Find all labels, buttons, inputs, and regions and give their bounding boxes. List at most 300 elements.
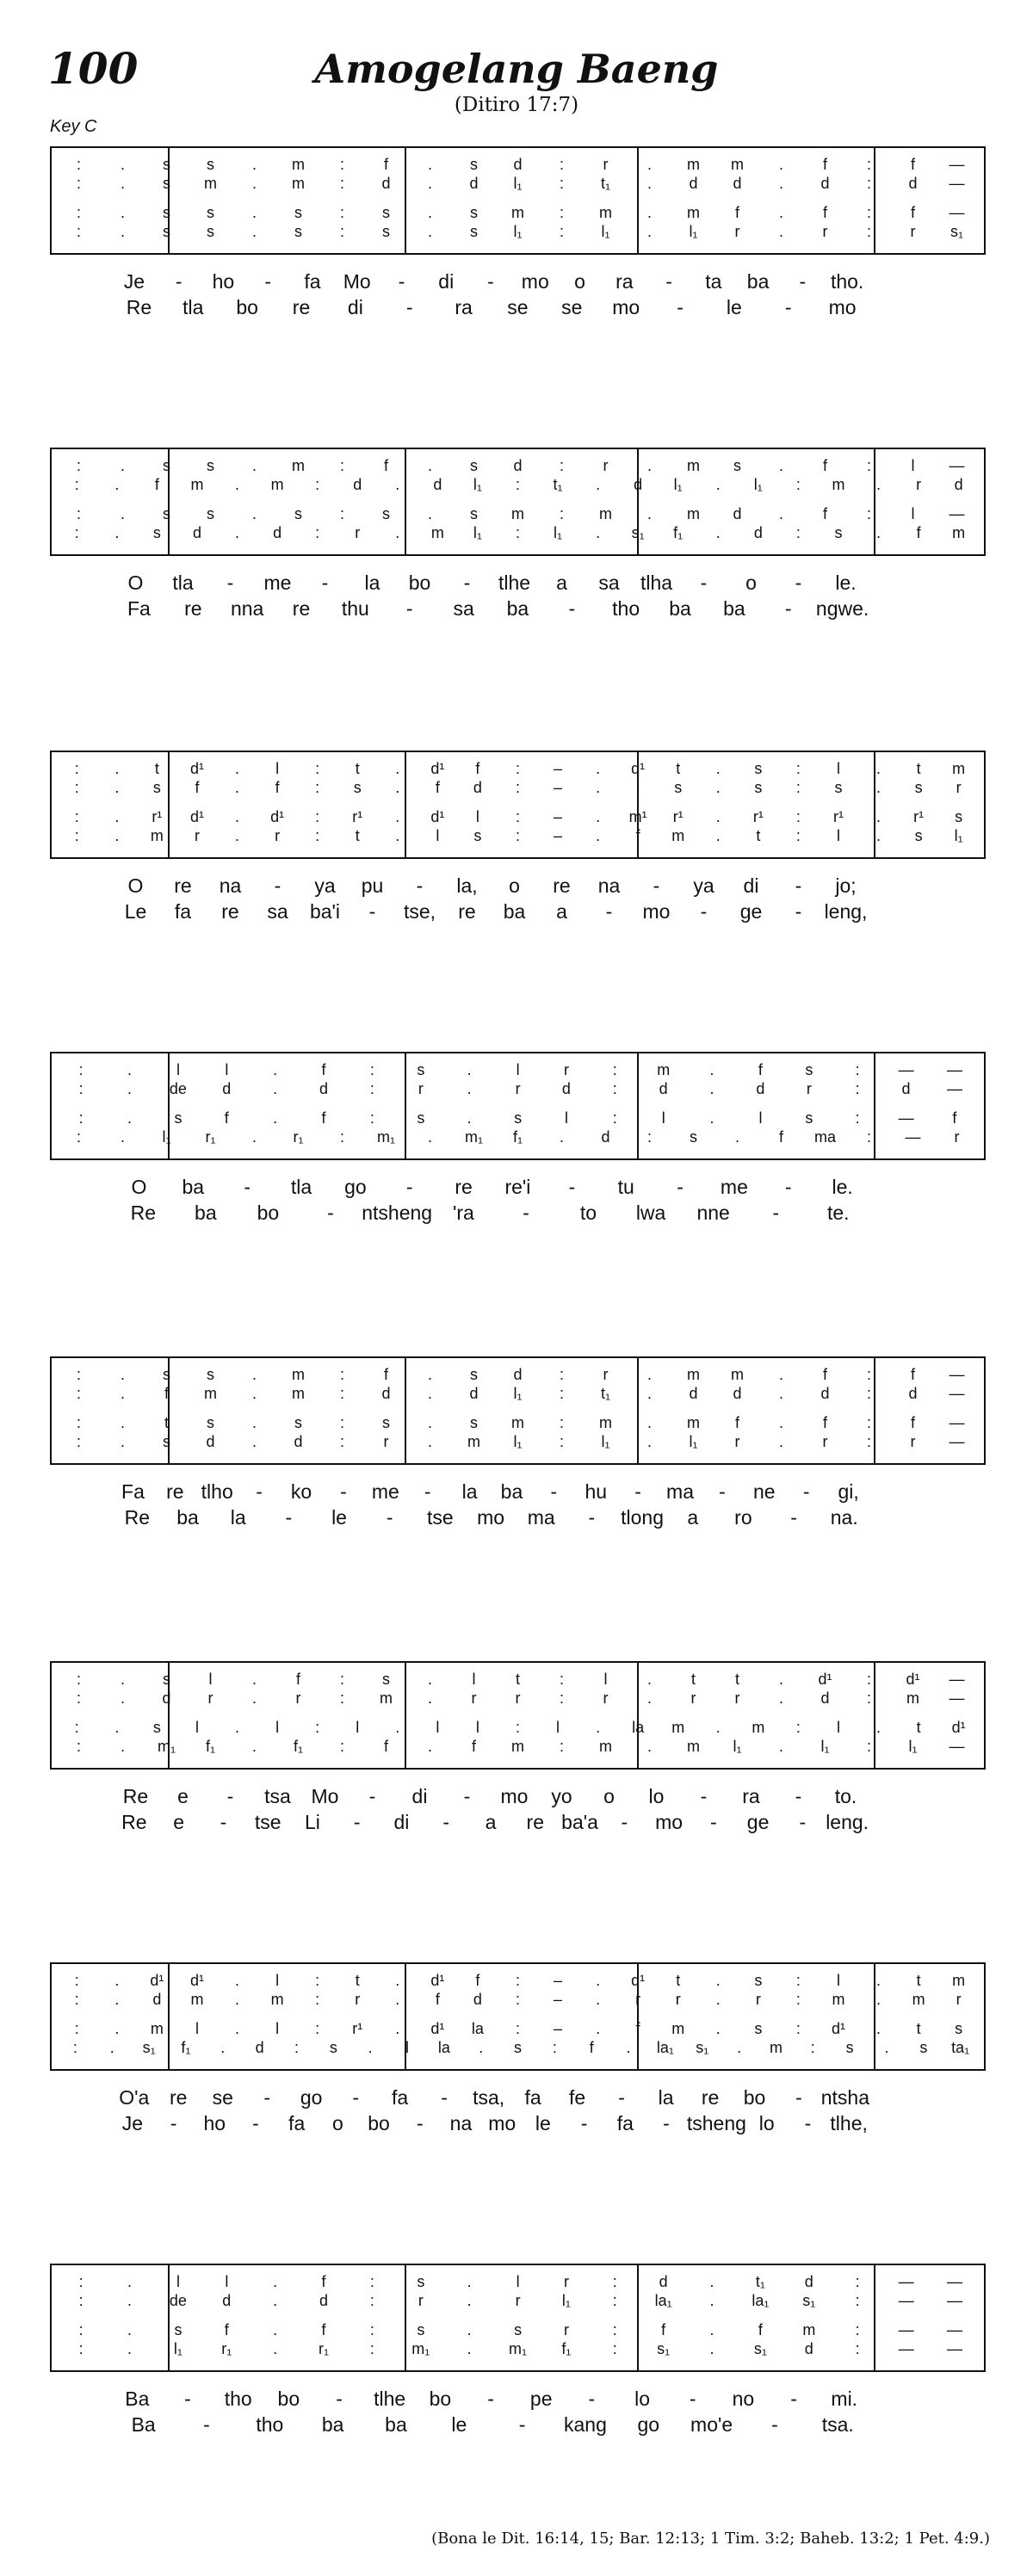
lyric-syllable: bo <box>429 2388 452 2410</box>
lyric-syllable: ba <box>500 1480 523 1503</box>
lyric-syllable: - <box>772 1202 780 1224</box>
solfa-note: . <box>467 2292 472 2309</box>
lyric-line <box>112 2085 869 2110</box>
solfa-note: d <box>901 1080 911 1097</box>
solfa-note: s <box>955 808 963 825</box>
solfa-note: : <box>515 1991 520 2008</box>
solfa-note: d <box>513 457 523 474</box>
solfa-note: . <box>596 808 601 825</box>
solfa-note: — <box>949 1414 965 1431</box>
solfa-note: . <box>737 2039 742 2056</box>
solfa-note: : <box>559 457 564 474</box>
lyric-syllable: re <box>292 296 311 318</box>
solfa-note: l <box>275 1719 280 1736</box>
solfa-note: . <box>120 457 125 474</box>
solfa-note: : <box>339 1433 344 1450</box>
solfa-note: : <box>559 1414 564 1431</box>
solfa-note: f <box>321 1109 326 1127</box>
lyric-syllable: - <box>719 1480 726 1503</box>
lyric-syllable: tsa <box>264 1785 291 1807</box>
lyric-syllable: nne <box>696 1202 730 1224</box>
lyric-syllable: ge <box>739 900 763 923</box>
solfa-note: s <box>754 779 763 796</box>
solfa-note: f <box>471 1738 476 1755</box>
solfa-note: . <box>427 505 432 522</box>
solfa-note: : <box>855 2292 860 2309</box>
lyric-syllable: - <box>710 1811 717 1833</box>
solfa-part-line <box>57 1413 979 1432</box>
solfa-note: s <box>382 204 390 221</box>
solfa-note: . <box>715 760 721 777</box>
lyric-syllable: ma <box>527 1506 555 1529</box>
solfa-note: r <box>207 1690 213 1707</box>
lyric-syllable: la <box>230 1506 246 1529</box>
lyric-syllable: to <box>579 1202 597 1224</box>
solfa-note: : <box>855 2321 860 2338</box>
solfa-note: ta₁ <box>951 2039 970 2056</box>
solfa-note: . <box>467 1109 472 1127</box>
solfa-note: – <box>554 1991 563 2008</box>
lyric-syllable: - <box>550 1480 558 1503</box>
solfa-note: : <box>866 1366 871 1383</box>
lyric-syllable: o <box>331 2112 343 2134</box>
solfa-note: s₁ <box>631 524 645 541</box>
solfa-note: m <box>204 1385 217 1402</box>
solfa-note: l <box>275 1972 280 1989</box>
solfa-note: . <box>395 476 400 493</box>
solfa-note: : <box>76 204 81 221</box>
solfa-note: : <box>339 505 344 522</box>
solfa-note: . <box>876 1719 881 1736</box>
solfa-part-line <box>57 1109 979 1127</box>
solfa-note: . <box>109 2039 114 2056</box>
solfa-note: : <box>559 505 564 522</box>
solfa-note: s <box>207 223 214 240</box>
music-system <box>50 1661 986 1770</box>
solfa-note: — <box>949 1738 965 1755</box>
lyric-syllable: - <box>677 296 684 318</box>
solfa-note: – <box>554 1972 563 1989</box>
lyric-syllable: bo <box>368 2112 390 2134</box>
solfa-note: . <box>120 1366 125 1383</box>
solfa-note: l <box>516 1061 520 1078</box>
solfa-note: : <box>612 2340 617 2357</box>
solfa-note: s <box>163 156 170 173</box>
solfa-note: . <box>646 1690 652 1707</box>
solfa-note: . <box>778 1385 783 1402</box>
solfa-note: . <box>646 1385 652 1402</box>
solfa-note: : <box>515 476 520 493</box>
solfa-note: . <box>596 476 601 493</box>
lyric-syllable: di <box>393 1811 410 1833</box>
lyric-syllable: - <box>441 2086 448 2109</box>
solfa-note: f <box>822 1366 827 1383</box>
solfa-note: . <box>114 476 120 493</box>
lyric-syllable: sa <box>453 597 474 620</box>
solfa-note: l₁ <box>513 175 523 192</box>
solfa-note: l <box>472 1671 476 1688</box>
lyric-syllable: - <box>790 1506 797 1529</box>
solfa-note: . <box>778 204 783 221</box>
solfa-note: s <box>163 223 170 240</box>
solfa-note: : <box>74 1991 79 2008</box>
solfa-note: l <box>475 808 479 825</box>
solfa-part-line <box>57 826 979 845</box>
lyric-syllable: - <box>568 1176 576 1198</box>
solfa-note: m <box>599 505 612 522</box>
solfa-note: r <box>822 1433 828 1450</box>
solfa-note: . <box>127 2273 133 2290</box>
solfa-note: s <box>845 2039 854 2056</box>
solfa-note: : <box>315 827 320 844</box>
solfa-note: . <box>715 827 721 844</box>
lyric-syllable: re <box>170 2086 188 2109</box>
solfa-note: m <box>952 760 966 777</box>
solfa-note: d <box>689 1385 698 1402</box>
lyric-syllable: - <box>799 1811 807 1833</box>
solfa-note: . <box>251 1690 257 1707</box>
solfa-note: r¹ <box>752 808 764 825</box>
solfa-note: . <box>467 1061 472 1078</box>
solfa-note: . <box>715 524 721 541</box>
solfa-note: : <box>78 1061 84 1078</box>
lyric-syllable: - <box>256 1480 263 1503</box>
solfa-note: l <box>836 760 840 777</box>
solfa-note: l₁ <box>173 2340 182 2357</box>
lyric-syllable: ba <box>669 597 691 620</box>
solfa-note: l₁ <box>601 1433 610 1450</box>
solfa-note: : <box>866 156 871 173</box>
solfa-note: : <box>646 1128 652 1146</box>
solfa-note: s <box>955 2020 963 2037</box>
solfa-note: — <box>949 1385 965 1402</box>
lyric-line <box>112 294 869 320</box>
solfa-note: m <box>687 1738 700 1755</box>
solfa-note: : <box>559 1671 564 1688</box>
lyric-syllable: O <box>131 1176 147 1198</box>
solfa-note: . <box>251 1128 257 1146</box>
solfa-note: s <box>754 760 763 777</box>
solfa-note: : <box>315 808 320 825</box>
solfa-note: : <box>795 779 801 796</box>
solfa-note: m₁ <box>157 1738 176 1755</box>
solfa-note: r <box>734 223 740 240</box>
solfa-note: : <box>339 1414 344 1431</box>
solfa-note: l₁ <box>689 1433 698 1450</box>
solfa-part-line <box>57 2291 979 2310</box>
lyric-syllable: re <box>174 874 192 897</box>
solfa-note: : <box>795 827 801 844</box>
lyric-syllable: fa <box>524 2086 541 2109</box>
lyric-syllable: tlhe <box>498 571 531 594</box>
solfa-note: f <box>822 1414 827 1431</box>
lyric-syllable: - <box>795 1785 802 1807</box>
solfa-note: d¹ <box>189 760 204 777</box>
solfa-note: r¹ <box>672 808 684 825</box>
solfa-note: : <box>515 760 520 777</box>
solfa-note: s <box>754 2020 763 2037</box>
solfa-note: d¹ <box>906 1671 920 1688</box>
solfa-note: m <box>599 204 612 221</box>
solfa-note: d <box>820 1690 830 1707</box>
solfa-note: d <box>753 524 763 541</box>
lyric-syllable: e <box>177 1785 189 1807</box>
lyric-syllable: O <box>127 874 144 897</box>
solfa-note: : <box>515 808 520 825</box>
solfa-note: d¹ <box>631 1972 646 1989</box>
lyric-syllable: - <box>424 1480 431 1503</box>
solfa-note: s <box>207 505 214 522</box>
solfa-note: de <box>169 1080 187 1097</box>
lyric-syllable: a <box>485 1811 497 1833</box>
lyric-syllable: re'i <box>504 1176 531 1198</box>
solfa-note: r <box>755 1991 761 2008</box>
solfa-note: : <box>76 1690 81 1707</box>
lyric-syllable: Re <box>122 1785 149 1807</box>
solfa-note: s <box>914 779 923 796</box>
solfa-note: f <box>435 779 440 796</box>
solfa-note: s <box>294 505 302 522</box>
solfa-note: . <box>709 1109 714 1127</box>
lyric-syllable: 'ra <box>452 1202 474 1224</box>
lyric-syllable: fe <box>568 2086 586 2109</box>
solfa-note: : <box>339 1128 344 1146</box>
solfa-note: — <box>949 175 965 192</box>
lyric-syllable: la <box>461 1480 478 1503</box>
solfa-note: ma <box>813 1128 836 1146</box>
solfa-note: : <box>78 2321 84 2338</box>
lyric-syllable: - <box>621 1811 628 1833</box>
solfa-note: . <box>251 1671 257 1688</box>
solfa-note: r¹ <box>832 808 844 825</box>
solfa-note: r <box>956 779 962 796</box>
solfa-note: d <box>756 1080 765 1097</box>
solfa-note: . <box>127 1080 133 1097</box>
music-system <box>50 2264 986 2372</box>
lyric-syllable: mo <box>477 1506 505 1529</box>
solfa-note: f <box>910 204 915 221</box>
lyric-syllable: tla <box>290 1176 312 1198</box>
solfa-note: . <box>395 827 400 844</box>
solfa-note: . <box>235 476 240 493</box>
solfa-note: s <box>470 223 478 240</box>
lyric-syllable: - <box>416 874 424 897</box>
solfa-note: . <box>251 1414 257 1431</box>
solfa-note: f <box>952 1109 957 1127</box>
solfa-note: m <box>511 505 524 522</box>
solfa-note: . <box>235 1719 240 1736</box>
solfa-note: : <box>76 1671 81 1688</box>
solfa-note: t <box>690 1671 696 1688</box>
lyric-syllable: di <box>438 270 455 293</box>
solfa-note: l <box>195 2020 199 2037</box>
solfa-note: m₁ <box>464 1128 484 1146</box>
lyric-syllable: - <box>618 2086 625 2109</box>
solfa-note: s <box>417 2273 425 2290</box>
solfa-note: la <box>632 1719 645 1736</box>
solfa-note: m <box>511 204 524 221</box>
solfa-note: . <box>715 2020 721 2037</box>
lyric-syllable: ba <box>195 1202 217 1224</box>
solfa-note: s <box>834 779 843 796</box>
solfa-note: : <box>866 1690 871 1707</box>
solfa-note: l₁ <box>513 1385 523 1402</box>
solfa-note: f <box>383 457 388 474</box>
solfa-note: l <box>758 1109 763 1127</box>
solfa-part-line <box>57 222 979 241</box>
solfa-note: d <box>634 476 643 493</box>
solfa-note: . <box>876 476 881 493</box>
lyric-syllable: tho <box>612 597 640 620</box>
solfa-note: r <box>603 156 609 173</box>
solfa-note: . <box>778 175 783 192</box>
solfa-note: . <box>778 156 783 173</box>
solfa-note: : <box>74 827 79 844</box>
solfa-note: d <box>381 1385 391 1402</box>
solfa-note: s <box>470 204 478 221</box>
solfa-note: d <box>319 1080 329 1097</box>
solfa-note: . <box>479 2039 484 2056</box>
lyric-syllable: - <box>226 571 234 594</box>
solfa-note: d¹ <box>189 808 204 825</box>
solfa-note: l₁ <box>954 827 963 844</box>
solfa-note: — <box>946 2321 962 2338</box>
solfa-note: — <box>946 1061 962 1078</box>
solfa-note: – <box>554 2020 563 2037</box>
solfa-note: : <box>866 1128 871 1146</box>
solfa-note: : <box>315 779 320 796</box>
solfa-note: s <box>382 1671 390 1688</box>
lyric-syllable: - <box>203 2413 210 2436</box>
lyric-syllable: thu <box>341 597 369 620</box>
lyric-syllable: Ba <box>125 2388 150 2410</box>
lyric-syllable: lo <box>758 2112 775 2134</box>
solfa-note: : <box>339 1690 344 1707</box>
solfa-note: r <box>916 476 922 493</box>
lyric-syllable: le. <box>832 1176 853 1198</box>
solfa-note: r <box>822 223 828 240</box>
lyric-syllable: - <box>405 296 413 318</box>
solfa-note: . <box>114 808 120 825</box>
lyric-syllable: - <box>700 571 708 594</box>
solfa-note: d <box>433 476 442 493</box>
solfa-note: : <box>369 1109 374 1127</box>
lyric-syllable: - <box>336 2388 343 2410</box>
lyric-syllable: - <box>795 874 802 897</box>
solfa-note: s <box>514 2321 523 2338</box>
solfa-note: t <box>676 760 681 777</box>
solfa-note: . <box>235 1991 240 2008</box>
solfa-note: m <box>687 156 700 173</box>
solfa-note: r <box>563 2273 569 2290</box>
solfa-note: . <box>114 524 120 541</box>
solfa-note: m <box>292 175 305 192</box>
lyric-syllable: Re <box>130 1202 156 1224</box>
solfa-note: l₁ <box>601 223 610 240</box>
solfa-note: — <box>949 204 965 221</box>
lyric-syllable: - <box>790 2388 797 2410</box>
lyric-syllable: - <box>340 1480 347 1503</box>
solfa-note: r <box>383 1433 389 1450</box>
solfa-note: s <box>470 1414 478 1431</box>
lyric-syllable: di <box>411 1785 428 1807</box>
solfa-note: : <box>855 2340 860 2357</box>
lyric-syllable: Fa <box>127 597 151 620</box>
solfa-note: m <box>671 1719 685 1736</box>
solfa-note: l₁ <box>513 223 523 240</box>
solfa-note: . <box>596 2020 601 2037</box>
solfa-note: s <box>417 1109 425 1127</box>
solfa-note: . <box>427 1671 432 1688</box>
solfa-note: : <box>559 1385 564 1402</box>
solfa-note: l <box>195 1719 199 1736</box>
lyric-line <box>112 570 869 596</box>
lyric-syllable: - <box>353 1811 361 1833</box>
solfa-note: : <box>866 223 871 240</box>
lyric-syllable: ya <box>314 874 336 897</box>
lyric-syllable: - <box>220 1811 227 1833</box>
lyric-syllable: go <box>344 1176 367 1198</box>
solfa-note: : <box>339 156 344 173</box>
solfa-part-line <box>57 1737 979 1756</box>
solfa-note: : <box>515 827 520 844</box>
solfa-note: t <box>916 1719 921 1736</box>
solfa-note: : <box>866 175 871 192</box>
lyric-syllable: tu <box>617 1176 634 1198</box>
solfa-note: s₁ <box>802 2292 816 2309</box>
solfa-note: l <box>275 760 280 777</box>
lyric-syllable: go <box>300 2086 323 2109</box>
solfa-note: d <box>469 1385 479 1402</box>
lyric-syllable: bo <box>743 2086 766 2109</box>
solfa-note: t <box>164 1414 169 1431</box>
lyric-syllable: - <box>771 2413 778 2436</box>
solfa-note: m <box>952 1972 966 1989</box>
solfa-note: f <box>435 1991 440 2008</box>
solfa-note: d <box>152 1991 162 2008</box>
lyric-syllable: mo <box>642 900 671 923</box>
solfa-note: . <box>646 156 652 173</box>
solfa-note: r <box>418 1080 424 1097</box>
solfa-note: . <box>114 1991 120 2008</box>
lyric-syllable: bo <box>236 296 258 318</box>
solfa-note: — <box>905 1128 921 1146</box>
lyric-syllable: tse <box>254 1811 281 1833</box>
solfa-note: . <box>427 1738 432 1755</box>
lyric-line <box>112 873 869 899</box>
lyric-line <box>112 1504 869 1530</box>
solfa-note: m <box>292 156 305 173</box>
solfa-note: . <box>395 808 400 825</box>
solfa-note: : <box>74 779 79 796</box>
solfa-note: . <box>114 760 120 777</box>
solfa-note: . <box>646 505 652 522</box>
lyric-syllable: a <box>556 571 567 594</box>
solfa-note: . <box>120 204 125 221</box>
solfa-note: . <box>778 1690 783 1707</box>
solfa-note: l <box>564 1109 568 1127</box>
solfa-note: m <box>292 457 305 474</box>
solfa-part-line <box>57 759 979 778</box>
solfa-note: . <box>395 2020 400 2037</box>
solfa-note: – <box>554 760 563 777</box>
solfa-part-line <box>57 2019 979 2038</box>
lyric-syllable: ho <box>212 270 235 293</box>
solfa-note: t <box>355 1972 360 1989</box>
solfa-note: d <box>513 1366 523 1383</box>
lyric-syllable: Re <box>121 1811 147 1833</box>
lyric-syllable: le <box>535 2112 551 2134</box>
